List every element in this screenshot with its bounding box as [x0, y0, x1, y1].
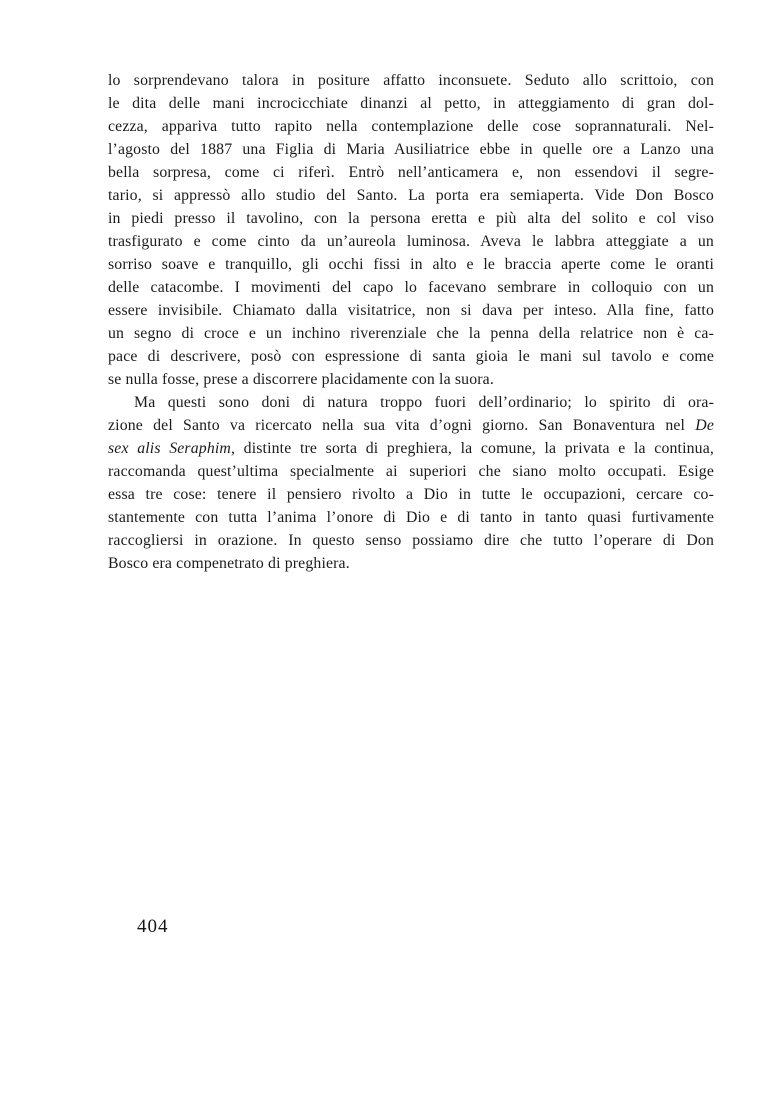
text-line [108, 184, 714, 207]
text-segment: tario, si appressò allo studio del Santo. La porta era semiaperta. Vide Don Bosco [108, 187, 714, 204]
text-line [108, 322, 714, 345]
text-segment: Ma questi sono doni di natura troppo fuori dell’ordinario; lo spirito di ora- [134, 394, 714, 411]
text-segment: Bosco era compenetrato di preghiera. [108, 555, 350, 572]
text-segment: l’agosto del 1887 una Figlia di Maria Ausiliatrice ebbe in quelle ore a Lanzo una [108, 141, 714, 158]
text-segment: stantemente con tutta l’anima l’onore di Dio e di tanto in tanto quasi furtivamente [108, 509, 714, 526]
text-segment: se nulla fosse, prese a discorrere placidamente con la suora. [108, 371, 494, 388]
paragraph [108, 391, 714, 575]
text-line [108, 253, 714, 276]
text-segment: delle catacombe. I movimenti del capo lo facevano sembrare in colloquio con un [108, 279, 714, 296]
text-segment: un segno di croce e un inchino riverenziale che la penna della relatrice non è ca- [108, 325, 714, 342]
text-line [108, 207, 714, 230]
text-line [108, 276, 714, 299]
page-number: 404 [137, 916, 169, 937]
text-line [108, 414, 714, 437]
text-segment: trasfigurato e come cinto da un’aureola luminosa. Aveva le labbra atteggiate a un [108, 233, 714, 250]
text-line [108, 506, 714, 529]
text-segment: zione del Santo va ricercato nella sua vita d’ogni giorno. San Bonaventura nel [108, 417, 696, 434]
paragraph [108, 69, 714, 391]
text-segment: raccogliersi in orazione. In questo senso possiamo dire che tutto l’operare di Don [108, 532, 714, 549]
text-line [108, 161, 714, 184]
text-segment: essa tre cose: tenere il pensiero rivolto a Dio in tutte le occupazioni, cercare co- [108, 486, 714, 503]
text-line [108, 230, 714, 253]
text-line [108, 92, 714, 115]
text-segment: cezza, appariva tutto rapito nella contemplazione delle cose soprannaturali. Nel- [108, 118, 714, 135]
text-segment: le dita delle mani incrocicchiate dinanzi al petto, in atteggiamento di gran dol- [108, 95, 714, 112]
text-line [108, 391, 714, 414]
text-segment: raccomanda quest’ultima specialmente ai superiori che siano molto occupati. Esige [108, 463, 714, 480]
text-segment: , distinte tre sorta di preghiera, la comune, la privata e la continua, [230, 440, 714, 457]
text-line [108, 115, 714, 138]
italic-text-segment: De [695, 417, 714, 434]
text-line [108, 437, 714, 460]
text-line [108, 460, 714, 483]
text-segment: sorriso soave e tranquillo, gli occhi fissi in alto e le braccia aperte come le oranti [108, 256, 714, 273]
text-line [108, 529, 714, 552]
italic-text-segment: sex alis Seraphim [108, 440, 231, 457]
text-block [108, 69, 714, 575]
text-line [108, 69, 714, 92]
text-line [108, 483, 714, 506]
text-line [108, 299, 714, 322]
text-segment: lo sorprendevano talora in positure affatto inconsuete. Seduto allo scrittoio, con [108, 72, 714, 89]
text-segment: in piedi presso il tavolino, con la persona eretta e più alta del solito e col viso [108, 210, 714, 227]
text-line [108, 552, 714, 575]
text-line [108, 345, 714, 368]
text-line [108, 368, 714, 391]
text-segment: essere invisibile. Chiamato dalla visitatrice, non si dava per inteso. Alla fine, fatto [108, 302, 714, 319]
text-segment: pace di descrivere, posò con espressione di santa gioia le mani sul tavolo e come [108, 348, 714, 365]
text-segment: bella sorpresa, come ci riferì. Entrò nell’anticamera e, non essendovi il segre- [108, 164, 714, 181]
text-line [108, 138, 714, 161]
